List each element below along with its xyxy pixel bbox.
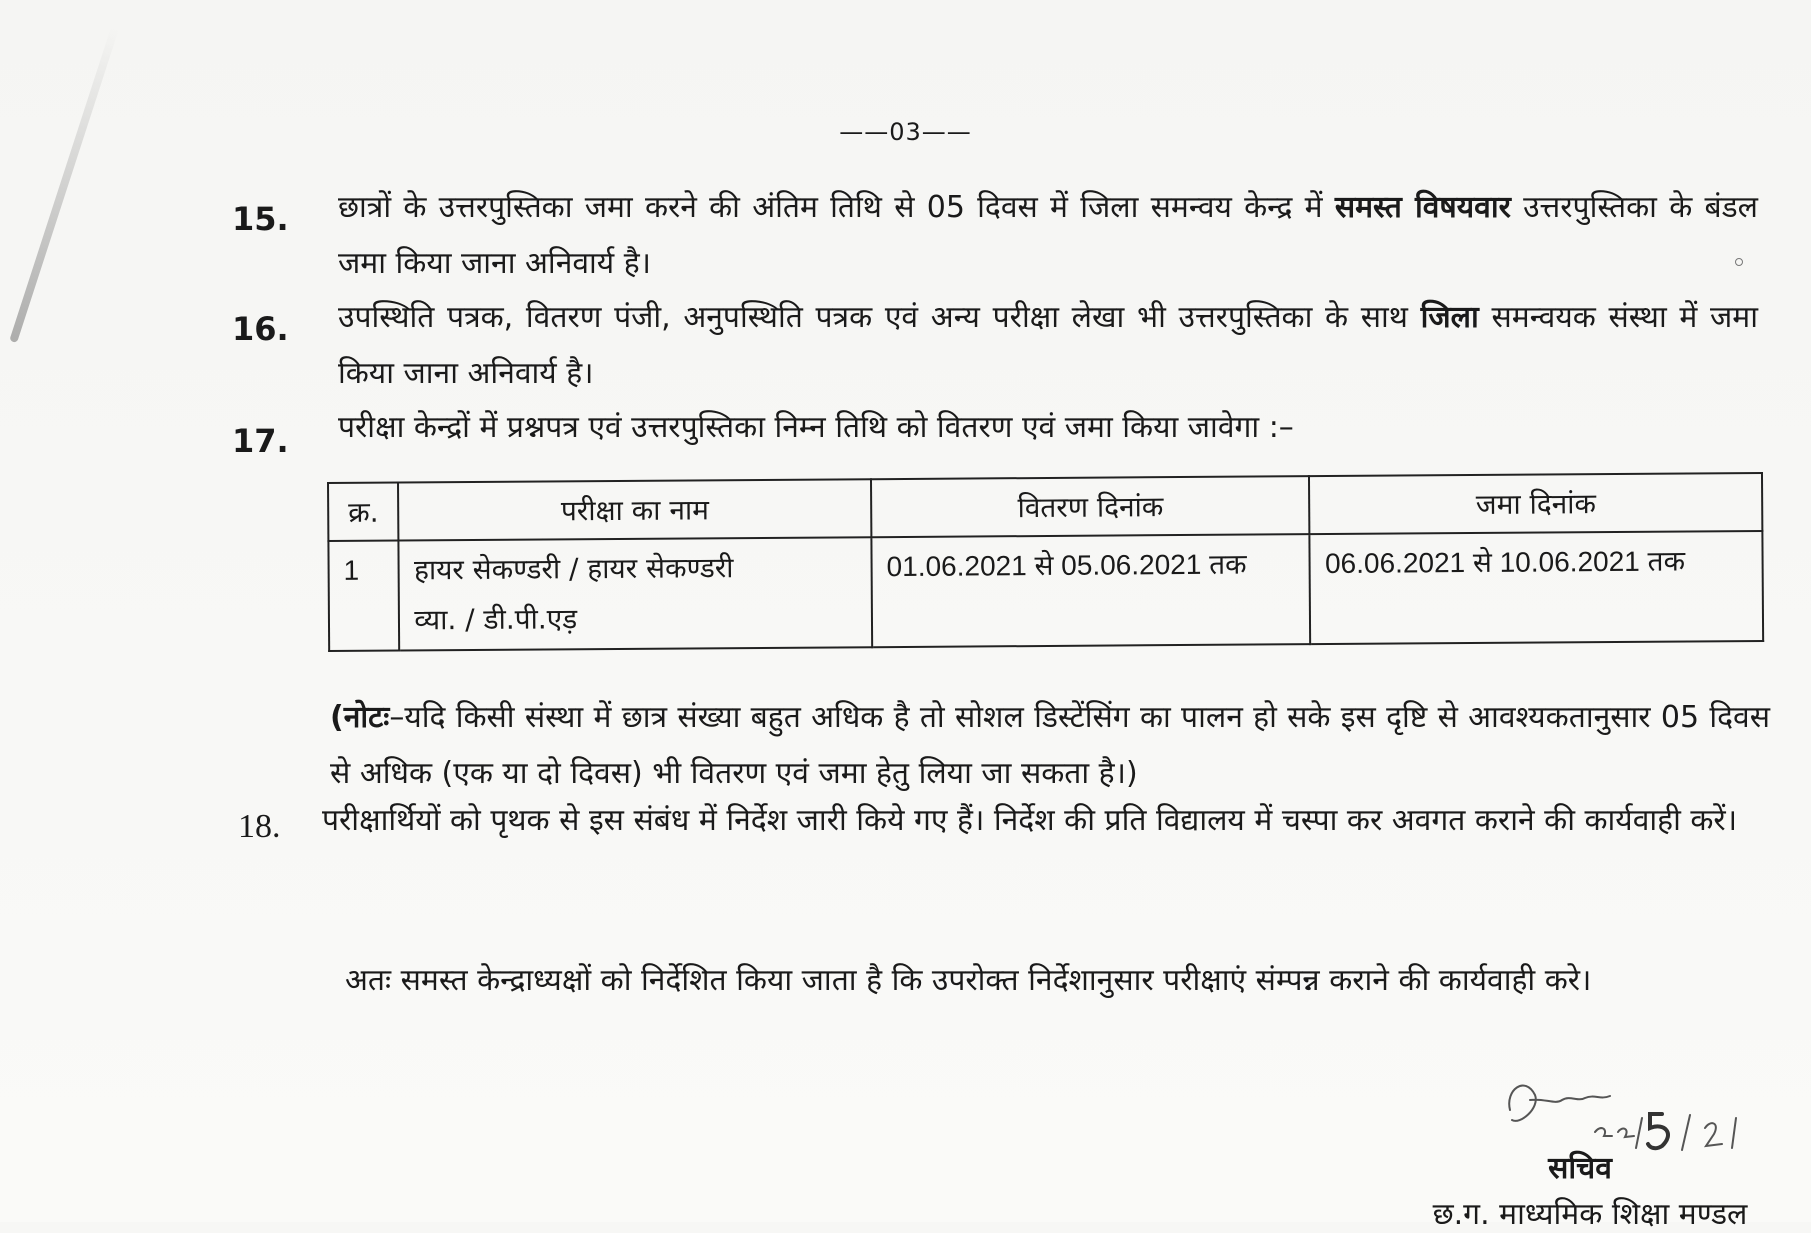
exam-name-line1: हायर सेकण्डरी / हायर सेकण्डरी (413, 551, 734, 587)
item-number-16: 16. (232, 310, 289, 348)
cell-distribution-date: 01.06.2021 से 05.06.2021 तक (871, 534, 1310, 647)
exam-name-line2: व्या. / डी.पी.एड़ (414, 602, 578, 637)
header-exam-name: परीक्षा का नाम (398, 479, 871, 540)
note-text: –यदि किसी संस्था में छात्र संख्या बहुत अधिक है तो सोशल डिस्टेंसिंग का पालन हो सके इस दृष्टि से आवश्यकतानुसार 05 दिवस से अधिक (एक या दो दिवस) भी वितरण एवं जमा हेतु लिया जा सकता है।) (330, 700, 1770, 791)
item-17-text: परीक्षा केन्द्रों में प्रश्नपत्र एवं उत्तरपुस्तिका निम्न तिथि को वितरण एवं जमा किया जावेगा :– (338, 410, 1294, 445)
scan-artifact (9, 27, 119, 343)
cell-sno: 1 (328, 541, 399, 651)
header-distribution-date: वितरण दिनांक (871, 476, 1310, 537)
item-15-bold-text: समस्त विषयवार (1334, 190, 1511, 225)
header-submission-date: जमा दिनांक (1309, 473, 1762, 534)
item-16-text-part2: समन्वयक संस्था में जमा किया जाना अनिवार्य है। (338, 300, 1759, 391)
item-number-18: 18. (238, 808, 281, 845)
item-15-text-part2: उत्तरपुस्तिका के बंडल जमा किया जाना अनिवार्य है। (338, 190, 1758, 281)
item-number-15: 15. (232, 200, 289, 238)
cell-submission-date: 06.06.2021 से 10.06.2021 तक (1310, 531, 1763, 644)
item-15-text-part1: छात्रों के उत्तरपुस्तिका जमा करने की अंतिम तिथि से 05 दिवस में जिला समन्वय केन्द्र में (338, 190, 1335, 225)
item-15-text (338, 180, 1758, 292)
signatory-title: सचिव (1548, 1151, 1612, 1186)
closing-paragraph: अतः समस्त केन्द्राध्यक्षों को निर्देशित किया जाता है कि उपरोक्त निर्देशानुसार परीक्षाएं संम्पन्न कराने की कार्यवाही करे। (345, 963, 1592, 998)
item-18-text: परीक्षार्थियों को पृथक से इस संबंध में निर्देश जारी किये गए हैं। निर्देश की प्रति विद्यालय में चस्पा कर अवगत कराने की कार्यवाही करें। (322, 803, 1738, 838)
item-16-text (338, 290, 1758, 402)
distribution-table (327, 472, 1764, 652)
item-number-17: 17. (232, 422, 289, 460)
note-label: (नोटः (330, 700, 390, 735)
signatory-organization: छ.ग. माध्यमिक शिक्षा मण्डल (1432, 1197, 1748, 1232)
cell-exam-name (399, 537, 872, 650)
table-row (328, 531, 1763, 651)
scan-dot (1735, 258, 1743, 266)
note-paragraph (330, 690, 1770, 802)
item-16-bold-text: जिला (1420, 300, 1479, 335)
item-16-text-part1: उपस्थिति पत्रक, वितरण पंजी, अनुपस्थिति पत्रक एवं अन्य परीक्षा लेखा भी उत्तरपुस्तिका के साथ (338, 300, 1421, 335)
table-header-row (328, 473, 1762, 541)
page-number: ——03—— (839, 118, 972, 146)
header-sno: क्र. (328, 483, 399, 541)
